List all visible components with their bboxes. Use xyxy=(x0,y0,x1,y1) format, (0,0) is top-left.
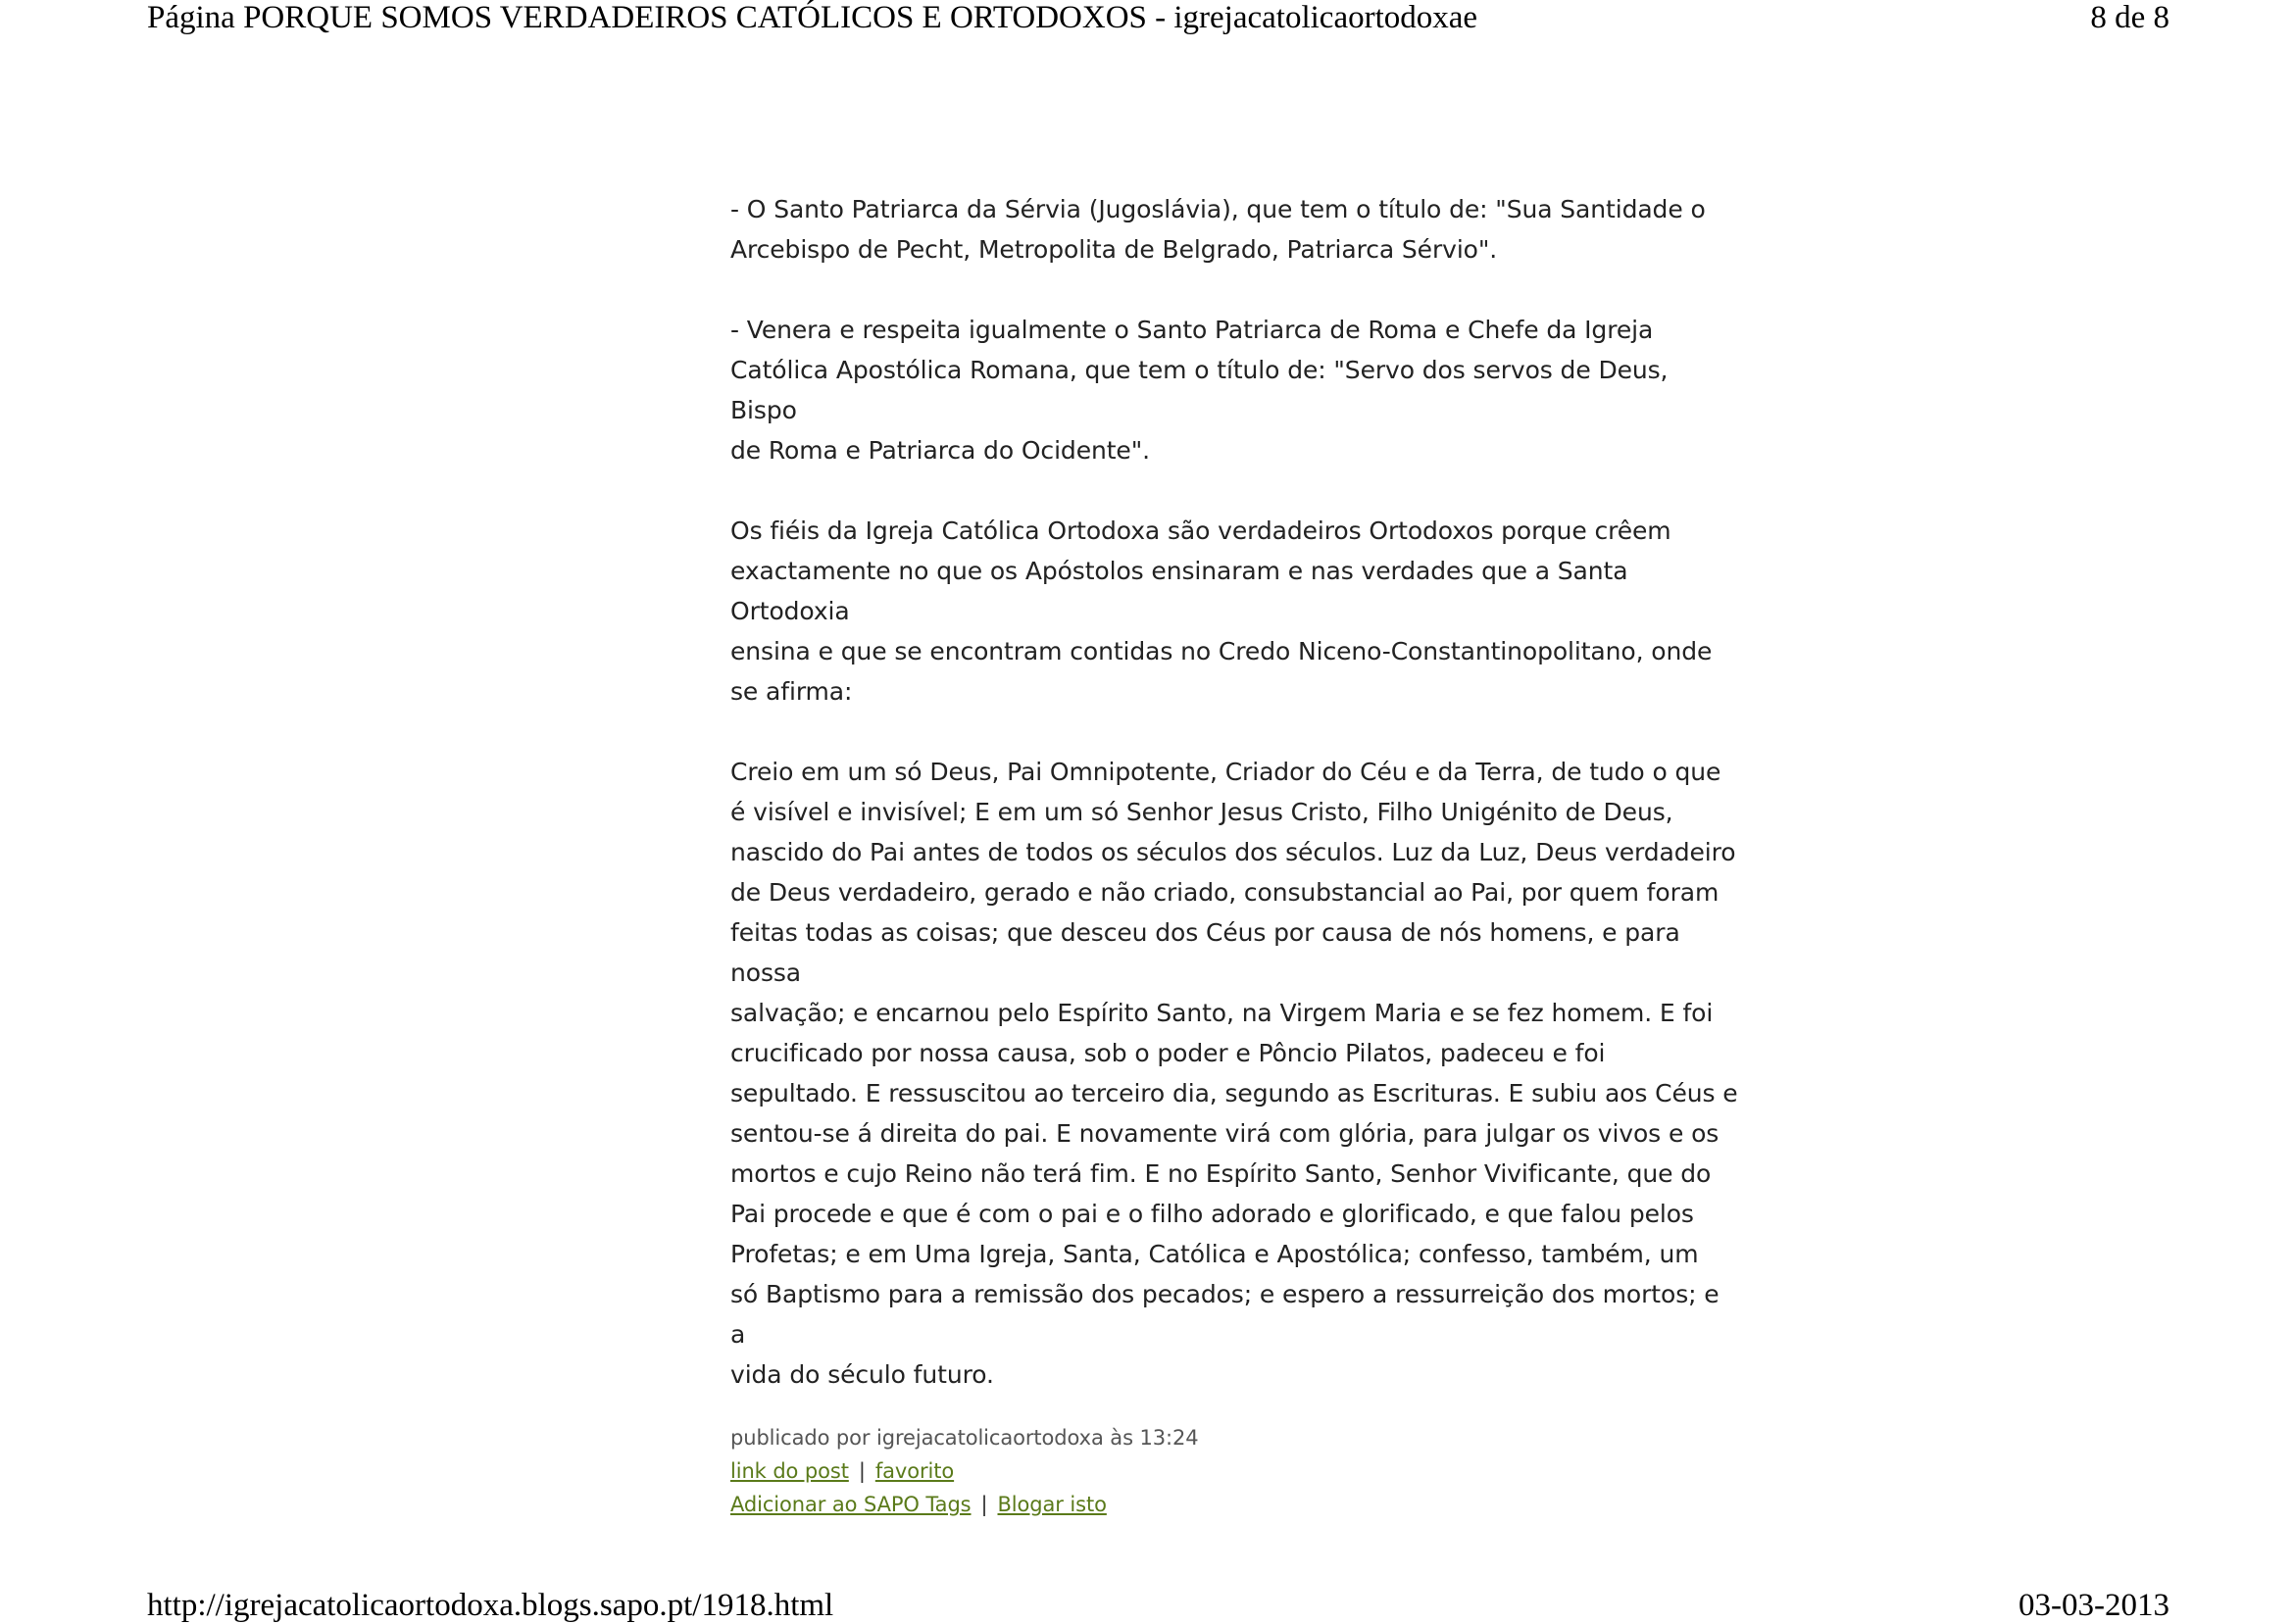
post-links-row xyxy=(730,1454,1740,1488)
blogar-isto-link[interactable]: Blogar isto xyxy=(997,1493,1107,1516)
paragraph-creed: Creio em um só Deus, Pai Omnipotente, Criador do Céu e da Terra, de tudo o que é visível e invisível; E em um só Senhor Jesus Cristo, Filho Unigénito de Deus, nascido do Pai antes de todos os séculos dos séculos. Luz da Luz, Deus verdadeiro de Deus verdadeiro, gerado e não criado, consubstancial ao Pai, por quem foram feitas todas as coisas; que desceu dos Céus por causa de nós homens, e para nossa salvação; e encarnou pelo Espírito Santo, na Virgem Maria e se fez homem. E foi crucificado por nossa causa, sob o poder e Pôncio Pilatos, padeceu e foi sepultado. E ressuscitou ao terceiro dia, segundo as Escrituras. E subiu aos Céus e sentou-se á direita do pai. E novamente virá com glória, para julgar os vivos e os mortos e cujo Reino não terá fim. E no Espírito Santo, Senhor Vivificante, que do Pai procede e que é com o pai e o filho adorado e glorificado, e que falou pelos Profetas; e em Uma Igreja, Santa, Católica e Apostólica; confesso, também, um só Baptismo para a remissão dos pecados; e espero a ressurreição dos mortos; e a vida do século futuro. xyxy=(730,758,1738,1389)
separator: | xyxy=(980,1493,988,1516)
print-date: 03-03-2013 xyxy=(2019,1588,2169,1623)
add-sapo-tags-link[interactable]: Adicionar ao SAPO Tags xyxy=(730,1493,972,1516)
favorito-link[interactable]: favorito xyxy=(874,1459,955,1483)
paragraph-orthodox-faithful: Os fiéis da Igreja Católica Ortodoxa são verdadeiros Ortodoxos porque crêem exactamente no que os Apóstolos ensinaram e nas verdades que a Santa Ortodoxia ensina e que se encontram contidas no Credo Niceno-Constantinopolitano, onde se afirma: xyxy=(730,517,1713,706)
paragraph-serbian-patriarch: - O Santo Patriarca da Sérvia (Jugoslávia), que tem o título de: "Sua Santidade o Arcebispo de Pecht, Metropolita de Belgrado, Patriarca Sérvio". xyxy=(730,195,1706,264)
page-title: Página PORQUE SOMOS VERDADEIROS CATÓLICOS E ORTODOXOS - igrejacatolicaortodoxae xyxy=(147,0,1478,35)
article-content xyxy=(730,189,1740,1521)
post-meta xyxy=(730,1421,1740,1521)
print-footer xyxy=(147,1588,2169,1624)
paragraph-roman-patriarch: - Venera e respeita igualmente o Santo Patriarca de Roma e Chefe da Igreja Católica Apostólica Romana, que tem o título de: "Servo dos servos de Deus, Bispo de Roma e Patriarca do Ocidente". xyxy=(730,316,1669,465)
separator: | xyxy=(858,1459,866,1483)
print-header xyxy=(147,0,2169,36)
page-url: http://igrejacatolicaortodoxa.blogs.sapo.pt/1918.html xyxy=(147,1588,834,1623)
published-by: publicado por igrejacatolicaortodoxa às 13:24 xyxy=(730,1426,1199,1450)
share-links-row xyxy=(730,1488,1740,1521)
link-do-post-link[interactable]: link do post xyxy=(730,1459,849,1483)
page-number: 8 de 8 xyxy=(2090,0,2169,35)
